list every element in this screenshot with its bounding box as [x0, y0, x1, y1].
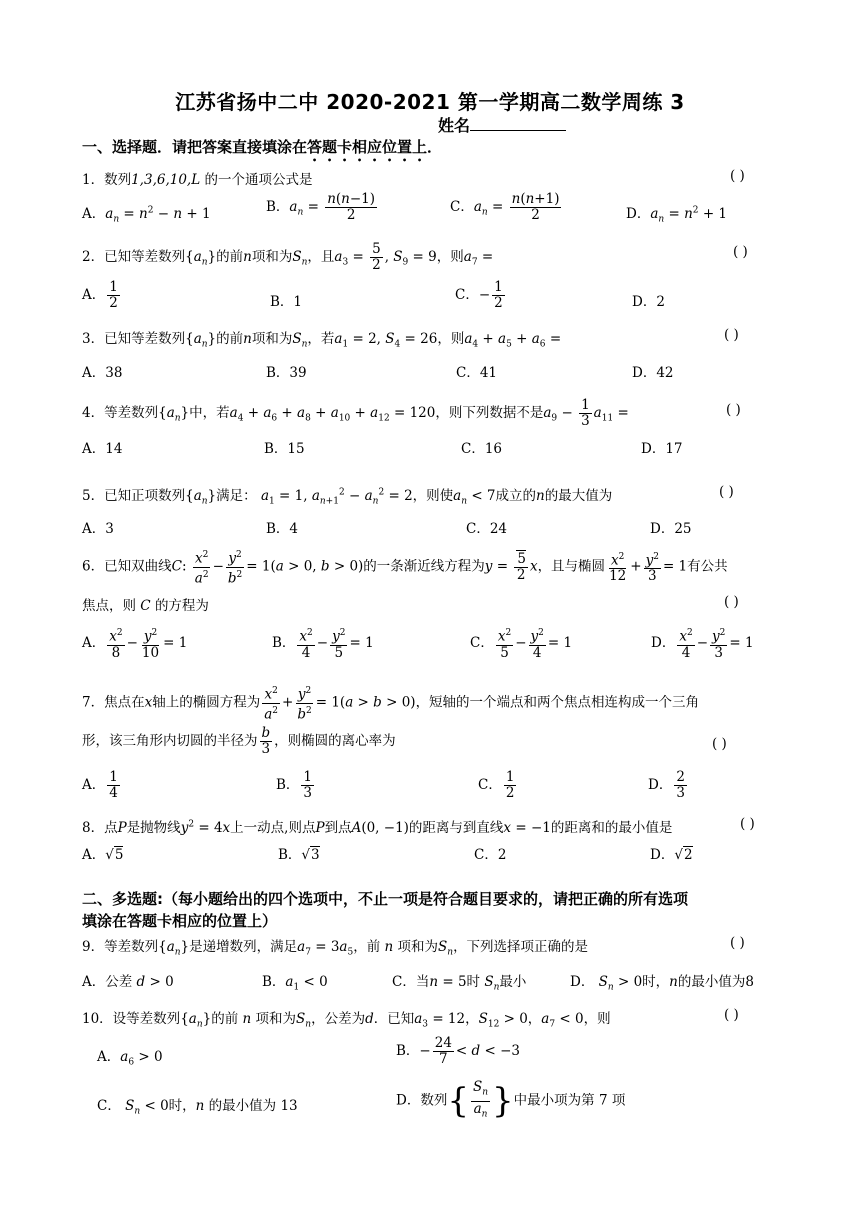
question-6-stem-line2: 焦点，则 C 的方程为 — [82, 598, 209, 614]
question-6-option-a: A． $\frac{x^2}{8}$ − $\frac{y^2}{10}$ = 1 — [82, 628, 188, 661]
question-10-option-d: D．数列{ $\frac{S_n}{a_n}$ }中最小项为第 7 项 — [396, 1079, 626, 1122]
question-7-answer-paren: ( ) — [712, 736, 727, 752]
question-5-answer-paren: ( ) — [719, 484, 734, 500]
section-1-suffix: ． — [427, 138, 443, 156]
section-2-line2: 填涂在答题卡相应的位置上） — [82, 912, 278, 930]
question-7-stem-line2: 形，该三角形内切圆的半径为 $\frac{b}{3}$ ，则椭圆的离心率为 — [82, 725, 396, 757]
question-4-answer-paren: ( ) — [726, 402, 741, 418]
question-10-stem: 10．设等差数列$\{a_n\}$的前 n 项和为$S_n$，公差为d．已知$a_3 = 12$，$S_{12} > 0$，$a_7 < 0$，则 — [82, 1011, 611, 1030]
question-2-stem: 2．已知等差数列$\{a_n\}$的前n项和为$S_n$，且$a_3$ = $\frac{5}{2}$ , $S_9 = 9$，则$a_7$ = — [82, 241, 494, 273]
question-4-option-d: D．17 — [641, 441, 683, 457]
question-4-option-a: A．14 — [82, 441, 123, 457]
question-1-stem: 1．数列1,3,6,10,L 的一个通项公式是 — [82, 172, 313, 188]
question-7-stem: 7．焦点在x轴上的椭圆方程为 $\frac{x^2}{a^2}$ + $\frac{y^2}{b^2}$ = 1(a > b > 0)，短轴的一个端点和两个焦点相连构成一个三角 — [82, 686, 700, 722]
question-10-option-b: B．− $\frac{24}{7}$ < d < −3 — [396, 1035, 520, 1067]
question-4-option-c: C．16 — [461, 441, 503, 457]
section-2-heading — [82, 888, 782, 932]
question-8-option-b: B．√3 — [278, 847, 320, 863]
question-1-option-b: B．$a_n$ = $\frac{n(n-1)}{2}$ — [266, 191, 376, 223]
question-7-option-a: A． $\frac{1}{4}$ — [82, 769, 118, 801]
section-1-emphasis: 答题卡相应位置上 — [307, 138, 428, 156]
question-7-option-b: B． $\frac{1}{3}$ — [276, 769, 313, 801]
question-3-option-d: D．42 — [632, 365, 674, 381]
question-5-option-a: A．3 — [82, 521, 114, 537]
question-3-option-a: A．38 — [82, 365, 123, 381]
question-3-answer-paren: ( ) — [724, 327, 739, 343]
question-9-option-a: A．公差 d > 0 — [82, 974, 174, 990]
question-2-option-b: B．1 — [270, 294, 303, 310]
question-5-option-c: C．24 — [466, 521, 508, 537]
question-10-option-a: A．$a_6 > 0$ — [97, 1049, 163, 1068]
question-6-stem: 6．已知双曲线C: $\frac{x^2}{a^2}$ − $\frac{y^2}{b^2}$ = 1(a > 0, b > 0)的一条渐近线方程为y = $\frac{5}{2}$ x，且与椭圆 $\frac{x^2}{12}$ + $\frac{y^2}{3}$ = 1有公共 — [82, 550, 728, 586]
question-6-option-b: B． $\frac{x^2}{4}$ − $\frac{y^2}{5}$ = 1 — [272, 628, 374, 661]
question-5-stem: 5．已知正项数列$\{a_n\}$满足： $a_1 = 1$, $a_{n+1}^2 - a_n^2 = 2$，则使$a_n < 7$成立的n的最大值为 — [82, 487, 613, 507]
question-9-option-b: B．$a_1 < 0$ — [262, 974, 328, 993]
question-8-option-c: C．2 — [474, 847, 507, 863]
question-9-stem: 9．等差数列$\{a_n\}$是递增数列，满足$a_7 = 3a_5$，前 n 项和为$S_n$，下列选择项正确的是 — [82, 939, 589, 958]
name-field — [438, 113, 566, 136]
section-1-prefix: 一、选择题．请把答案直接填涂在 — [82, 138, 308, 156]
question-1-answer-paren: ( ) — [730, 168, 745, 184]
name-blank — [470, 116, 566, 131]
question-4-option-b: B．15 — [264, 441, 305, 457]
question-6-option-d: D． $\frac{x^2}{4}$ − $\frac{y^2}{3}$ = 1 — [651, 628, 754, 661]
question-7-option-d: D． $\frac{2}{3}$ — [648, 769, 685, 801]
question-2-option-c: C．− $\frac{1}{2}$ — [455, 279, 503, 311]
question-1-option-d: D．$a_n = n^2 + 1$ — [626, 205, 728, 225]
name-label: 姓名 — [438, 116, 471, 135]
question-6-option-c: C． $\frac{x^2}{5}$ − $\frac{y^2}{4}$ = 1 — [470, 628, 573, 661]
question-9-option-c: C．当n = 5时 $S_n$最小 — [392, 974, 527, 993]
question-3-option-c: C．41 — [456, 365, 498, 381]
section-1-heading — [82, 136, 782, 165]
question-8-answer-paren: ( ) — [740, 816, 755, 832]
question-9-option-d: D． $S_n > 0$时，n的最小值为8 — [570, 974, 754, 993]
question-10-answer-paren: ( ) — [724, 1007, 739, 1023]
question-8-option-a: A．√5 — [82, 847, 124, 863]
question-3-stem: 3．已知等差数列$\{a_n\}$的前n项和为$S_n$，若$a_1 = 2$, $S_4 = 26$，则$a_4 + a_5 + a_6$ = — [82, 331, 562, 350]
question-2-answer-paren: ( ) — [733, 244, 748, 260]
question-9-answer-paren: ( ) — [730, 935, 745, 951]
question-8-stem: 8．点P是抛物线$y^2 = 4x$上一动点,则点P到点A(0, −1)的距离与到直线x = −1的距离和的最小值是 — [82, 819, 673, 836]
section-2-line1: 二、多选题:（每小题给出的四个选项中，不止一项是符合题目要求的，请把正确的所有选项 — [82, 890, 689, 908]
page-title: 江苏省扬中二中 2020-2021 第一学期高二数学周练 3 — [175, 90, 685, 114]
question-8-option-d: D．√2 — [650, 847, 693, 863]
question-5-option-d: D．25 — [650, 521, 692, 537]
question-2-option-d: D．2 — [632, 294, 665, 310]
question-7-option-c: C． $\frac{1}{2}$ — [478, 769, 515, 801]
question-6-answer-paren: ( ) — [724, 594, 739, 610]
question-2-option-a: A． $\frac{1}{2}$ — [82, 279, 118, 311]
question-4-stem: 4．等差数列$\{a_n\}$中，若$a_4 + a_6 + a_8 + a_{10} + a_{12} = 120$，则下列数据不是$a_9$ − $\frac{1}{3}$ $a_{11}$ = — [82, 397, 629, 429]
question-5-option-b: B．4 — [266, 521, 299, 537]
question-1-option-a: A．$a_n = n^2 - n + 1$ — [82, 205, 211, 225]
question-3-option-b: B．39 — [266, 365, 307, 381]
question-10-option-c: C． $S_n < 0$时，n 的最小值为 13 — [97, 1098, 298, 1117]
question-1-option-c: C．$a_n$ = $\frac{n(n+1)}{2}$ — [450, 191, 560, 223]
